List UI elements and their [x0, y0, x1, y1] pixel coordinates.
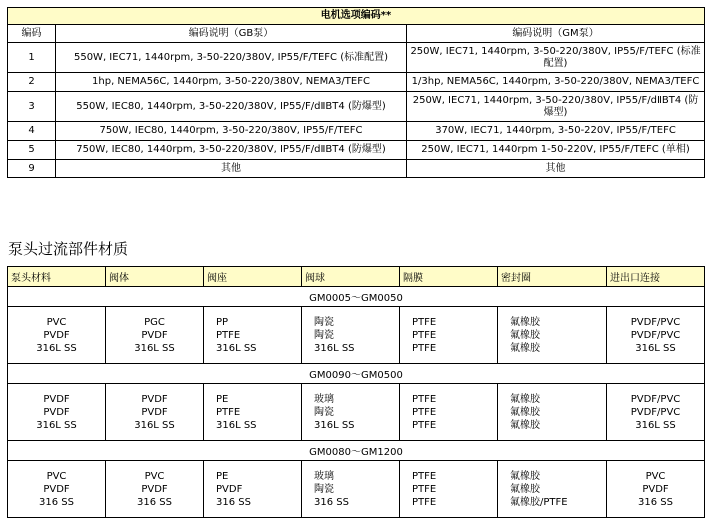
header-gm: 编码说明（GM泵） [407, 25, 705, 43]
material-value: 316L SS [36, 419, 77, 431]
material-value: 玻璃 [314, 393, 334, 405]
material-value: PTFE [412, 316, 437, 328]
material-value: PGC [144, 316, 165, 328]
material-value: PTFE [412, 483, 437, 495]
cell-head-material [8, 384, 106, 441]
cell-seal [498, 307, 607, 364]
section-title: 泵头过流部件材质 [8, 240, 129, 258]
table-row [8, 141, 705, 160]
material-value: PTFE [216, 406, 241, 418]
cell-valve-ball [302, 384, 400, 441]
cell-seal [498, 384, 607, 441]
material-value: 陶瓷 [314, 406, 334, 418]
material-value: 氟橡胶 [510, 393, 540, 405]
row-gm: 250W, IEC71, 1440rpm, 3-50-220/380V, IP55/F/dⅡBT4 (防爆型) [407, 92, 705, 122]
material-value: PVDF [43, 406, 70, 418]
material-value: PTFE [412, 496, 437, 508]
material-value: 316L SS [216, 419, 257, 431]
material-value: PVDF [141, 406, 168, 418]
cell-valve-body [106, 307, 204, 364]
material-table [7, 266, 705, 518]
cell-valve-seat [204, 384, 302, 441]
model-group-row [8, 287, 705, 307]
material-value: PVDF [642, 483, 669, 495]
material-value: PVDF [141, 483, 168, 495]
cell-valve-body [106, 461, 204, 518]
row-gb: 750W, IEC80, 1440rpm, 3-50-220/380V, IP55/F/dⅡBT4 (防爆型) [56, 141, 407, 160]
material-value: PTFE [412, 406, 437, 418]
cell-valve-ball [302, 461, 400, 518]
model-range-label: GM0090～GM0500 [8, 364, 705, 384]
row-code: 2 [8, 73, 56, 92]
motor-table-header [8, 25, 705, 43]
table-row [8, 461, 705, 518]
cell-diaphragm [400, 307, 498, 364]
row-gm: 370W, IEC71, 1440rpm, 3-50-220V, IP55/F/TEFC [407, 122, 705, 141]
header-head-material: 泵头材料 [8, 267, 106, 287]
table-row [8, 43, 705, 73]
material-value: PE [216, 470, 229, 482]
row-gb: 550W, IEC80, 1440rpm, 3-50-220/380V, IP55/F/dⅡBT4 (防爆型) [56, 92, 407, 122]
header-gb: 编码说明（GB泵） [56, 25, 407, 43]
cell-connection [607, 384, 705, 441]
material-value: PTFE [412, 470, 437, 482]
row-code: 1 [8, 43, 56, 73]
material-value: 316 SS [638, 496, 673, 508]
row-gm: 250W, IEC71, 1440rpm 1-50-220V, IP55/F/TEFC (单相) [407, 141, 705, 160]
material-value: PVDF/PVC [630, 393, 681, 405]
material-value: 316L SS [36, 342, 77, 354]
material-value: 316 SS [314, 496, 349, 508]
material-value: 316L SS [635, 342, 676, 354]
cell-seal [498, 461, 607, 518]
row-gm: 1/3hp, NEMA56C, 1440rpm, 3-50-220/380V, NEMA3/TEFC [407, 73, 705, 92]
material-value: PVDF [43, 393, 70, 405]
header-connection: 进出口连接 [607, 267, 705, 287]
material-value: PVDF/PVC [630, 316, 681, 328]
cell-valve-body [106, 384, 204, 441]
row-gm: 250W, IEC71, 1440rpm, 3-50-220/380V, IP55/F/TEFC (标准配置) [407, 43, 705, 73]
cell-head-material [8, 307, 106, 364]
material-value: 氟橡胶 [510, 342, 540, 354]
table-row [8, 73, 705, 92]
material-value: 陶瓷 [314, 316, 334, 328]
material-value: PVDF [43, 483, 70, 495]
material-value: PVC [46, 470, 67, 482]
row-gb: 1hp, NEMA56C, 1440rpm, 3-50-220/380V, NEMA3/TEFC [56, 73, 407, 92]
material-value: 316L SS [314, 342, 355, 354]
material-value: 316L SS [635, 419, 676, 431]
cell-valve-ball [302, 307, 400, 364]
material-value: PTFE [412, 342, 437, 354]
motor-options-table [7, 7, 705, 178]
material-value: 氟橡胶 [510, 329, 540, 341]
material-value: PVDF [43, 329, 70, 341]
header-diaphragm: 隔膜 [400, 267, 498, 287]
material-value: 316 SS [39, 496, 74, 508]
material-value: PVDF [141, 393, 168, 405]
material-value: PE [216, 393, 229, 405]
material-value: 氟橡胶 [510, 316, 540, 328]
material-value: PTFE [216, 329, 241, 341]
material-value: 陶瓷 [314, 329, 334, 341]
cell-diaphragm [400, 384, 498, 441]
material-value: 氟橡胶 [510, 483, 540, 495]
material-value: PVDF/PVC [630, 406, 681, 418]
cell-head-material [8, 461, 106, 518]
header-valve-ball: 阀球 [302, 267, 400, 287]
material-value: PVC [645, 470, 666, 482]
cell-valve-seat [204, 307, 302, 364]
material-value: 316L SS [314, 419, 355, 431]
header-seal: 密封圈 [498, 267, 607, 287]
material-value: PVDF/PVC [630, 329, 681, 341]
row-code: 9 [8, 160, 56, 178]
table-row [8, 92, 705, 122]
material-value: 316L SS [134, 419, 175, 431]
material-value: 氟橡胶/PTFE [510, 496, 568, 508]
row-code: 4 [8, 122, 56, 141]
material-value: PTFE [412, 393, 437, 405]
model-range-label: GM0005～GM0050 [8, 287, 705, 307]
material-value: PVC [144, 470, 165, 482]
material-value: 316 SS [216, 496, 251, 508]
motor-table-title: 电机选项编码** [8, 8, 705, 25]
material-value: PVDF [216, 483, 243, 495]
cell-diaphragm [400, 461, 498, 518]
material-value: 陶瓷 [314, 483, 334, 495]
material-table-header [8, 267, 705, 287]
material-value: 316 SS [137, 496, 172, 508]
material-value: PVDF [141, 329, 168, 341]
row-gb: 其他 [56, 160, 407, 178]
material-value: 氟橡胶 [510, 419, 540, 431]
row-gb: 750W, IEC80, 1440rpm, 3-50-220/380V, IP55/F/TEFC [56, 122, 407, 141]
header-valve-seat: 阀座 [204, 267, 302, 287]
row-code: 5 [8, 141, 56, 160]
row-code: 3 [8, 92, 56, 122]
cell-connection [607, 307, 705, 364]
model-group-row [8, 364, 705, 384]
row-gm: 其他 [407, 160, 705, 178]
table-row [8, 307, 705, 364]
header-valve-body: 阀体 [106, 267, 204, 287]
material-value: 316L SS [216, 342, 257, 354]
material-value: PTFE [412, 419, 437, 431]
table-row [8, 160, 705, 178]
table-row [8, 122, 705, 141]
cell-connection [607, 461, 705, 518]
material-value: PTFE [412, 329, 437, 341]
material-value: PP [216, 316, 229, 328]
material-value: PVC [46, 316, 67, 328]
row-gb: 550W, IEC71, 1440rpm, 3-50-220/380V, IP55/F/TEFC (标准配置) [56, 43, 407, 73]
model-group-row [8, 441, 705, 461]
table-row [8, 384, 705, 441]
header-code: 编码 [8, 25, 56, 43]
material-value: 氟橡胶 [510, 406, 540, 418]
material-value: 氟橡胶 [510, 470, 540, 482]
material-value: 316L SS [134, 342, 175, 354]
cell-valve-seat [204, 461, 302, 518]
model-range-label: GM0080～GM1200 [8, 441, 705, 461]
material-value: 玻璃 [314, 470, 334, 482]
